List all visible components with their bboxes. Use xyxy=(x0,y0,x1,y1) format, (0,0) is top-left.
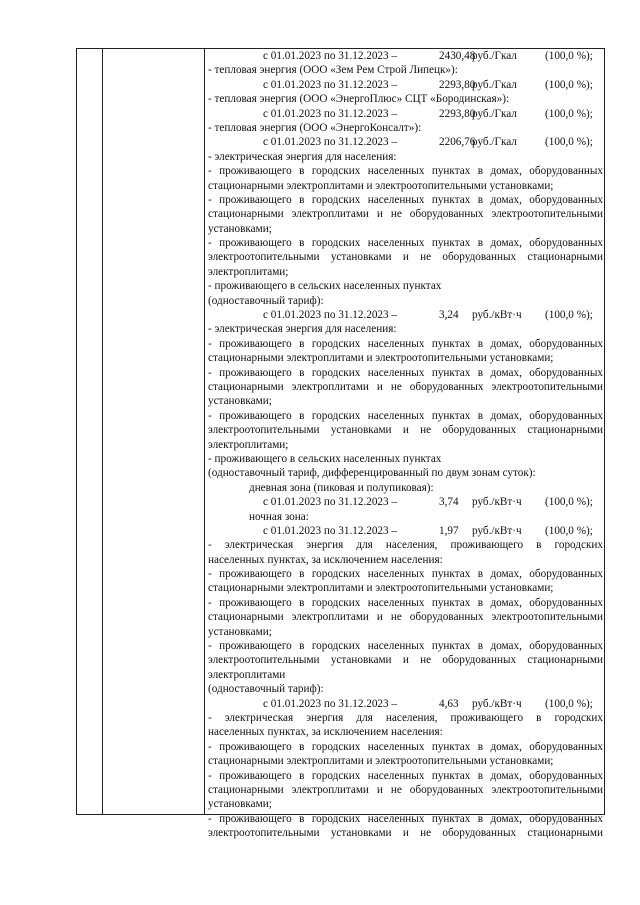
text-line: - проживающего в городских населенных пунктах в домах, оборудованных xyxy=(208,237,603,250)
text-line: - проживающего в городских населенных пунктах в домах, оборудованных xyxy=(208,409,603,422)
rate-period: с 01.01.2023 по 31.12.2023 – xyxy=(263,107,398,120)
text-line: стационарными электроплитами и электроотопительными установками; xyxy=(208,582,554,595)
text-line: (одноставочный тариф): xyxy=(208,683,324,696)
rate-value: 2293,80 xyxy=(439,78,476,91)
rate-percent: (100,0 %); xyxy=(545,697,593,710)
rate-value: 2293,80 xyxy=(439,107,476,120)
text-line: - проживающего в сельских населенных пунктах xyxy=(208,280,442,293)
text-line: стационарными электроплитами и электроотопительными установками; xyxy=(208,755,554,768)
rate-period: с 01.01.2023 по 31.12.2023 – xyxy=(263,697,398,710)
text-line: - проживающего в городских населенных пунктах в домах, оборудованных xyxy=(208,740,603,753)
text-line: - проживающего в городских населенных пунктах в домах, оборудованных xyxy=(208,165,603,178)
tariff-rate-line xyxy=(208,495,603,509)
rate-value: 2430,48 xyxy=(439,50,476,62)
rate-percent: (100,0 %); xyxy=(545,524,593,537)
text-line: стационарными электроплитами и электроотопительными установками; xyxy=(208,179,554,192)
rate-percent: (100,0 %); xyxy=(545,136,593,149)
tariff-rate-line xyxy=(208,78,603,92)
text-line: электроплитами; xyxy=(208,265,289,278)
rate-value: 3,74 xyxy=(439,496,459,509)
text-line: стационарными электроплитами и не оборудованных электроотопительными xyxy=(208,380,603,393)
tariff-rate-line xyxy=(208,308,603,322)
text-line: - электрическая энергия для населения, проживающего в городских xyxy=(208,539,603,552)
text-line: установками; xyxy=(208,395,272,408)
text-line: - проживающего в городских населенных пунктах в домах, оборудованных xyxy=(208,337,603,350)
rate-period: с 01.01.2023 по 31.12.2023 – xyxy=(263,136,398,149)
tariff-table xyxy=(76,48,605,840)
column-divider-1 xyxy=(102,49,103,814)
text-line: электроотопительными установками и не оборудованных стационарными xyxy=(208,424,603,437)
rate-unit: руб./кВт·ч xyxy=(472,524,522,537)
text-line: электроплитами xyxy=(208,668,286,681)
text-line: - проживающего в городских населенных пунктах в домах, оборудованных xyxy=(208,568,603,581)
text-line: - проживающего в городских населенных пунктах в домах, оборудованных xyxy=(208,366,603,379)
text-line: населенных пунктах, за исключением населения: xyxy=(208,726,443,739)
text-line: электроотопительными установками и не оборудованных стационарными xyxy=(208,654,603,667)
text-line: электроотопительными установками и не оборудованных стационарными xyxy=(208,827,603,840)
rate-value: 3,24 xyxy=(439,309,459,322)
zone-label: ночная зона: xyxy=(249,510,309,523)
tariff-rate-line xyxy=(208,135,603,149)
text-line: - электрическая энергия для населения, проживающего в городских xyxy=(208,711,603,724)
rate-period: с 01.01.2023 по 31.12.2023 – xyxy=(263,309,398,322)
text-line: электроотопительными установками и не оборудованных стационарными xyxy=(208,251,603,264)
rate-unit: руб./кВт·ч xyxy=(472,309,522,322)
text-line: стационарными электроплитами и не оборудованных электроотопительными xyxy=(208,783,603,796)
text-line: (одноставочный тариф, дифференцированный по двум зонам суток): xyxy=(208,467,536,480)
rate-value: 1,97 xyxy=(439,524,459,537)
text-line: - проживающего в городских населенных пунктах в домах, оборудованных xyxy=(208,769,603,782)
zone-label: дневная зона (пиковая и полупиковая): xyxy=(249,481,434,494)
rate-percent: (100,0 %); xyxy=(545,50,593,62)
rate-unit: руб./Гкал xyxy=(472,50,517,62)
text-line: электроплитами; xyxy=(208,438,289,451)
rate-period: с 01.01.2023 по 31.12.2023 – xyxy=(263,524,398,537)
rate-period: с 01.01.2023 по 31.12.2023 – xyxy=(263,50,398,62)
text-line: - проживающего в городских населенных пунктах в домах, оборудованных xyxy=(208,640,603,653)
rate-unit: руб./Гкал xyxy=(472,78,517,91)
text-line: - электрическая энергия для населения: xyxy=(208,150,397,163)
tariff-rate-line xyxy=(208,524,603,538)
text-line: (одноставочный тариф): xyxy=(208,294,324,307)
rate-unit: руб./Гкал xyxy=(472,136,517,149)
text-line: установками; xyxy=(208,798,272,811)
text-line: - электрическая энергия для населения: xyxy=(208,323,397,336)
text-line: - проживающего в городских населенных пунктах в домах, оборудованных xyxy=(208,193,603,206)
rate-unit: руб./кВт·ч xyxy=(472,697,522,710)
text-line: стационарными электроплитами и не оборудованных электроотопительными xyxy=(208,208,603,221)
rate-percent: (100,0 %); xyxy=(545,496,593,509)
rate-percent: (100,0 %); xyxy=(545,107,593,120)
text-line: - проживающего в городских населенных пунктах в домах, оборудованных xyxy=(208,812,603,825)
rate-value: 4,63 xyxy=(439,697,459,710)
rate-percent: (100,0 %); xyxy=(545,309,593,322)
text-line: - тепловая энергия (ООО «Зем Рем Строй Липецк»): xyxy=(208,64,458,77)
text-line: населенных пунктах, за исключением населения: xyxy=(208,553,443,566)
rate-period: с 01.01.2023 по 31.12.2023 – xyxy=(263,496,398,509)
text-line: - проживающего в сельских населенных пунктах xyxy=(208,452,442,465)
text-line: установками; xyxy=(208,222,272,235)
tariff-rate-line xyxy=(208,49,603,63)
tariff-rate-line xyxy=(208,107,603,121)
rate-value: 2206,76 xyxy=(439,136,476,149)
text-line: - тепловая энергия (ООО «ЭнергоКонсалт»): xyxy=(208,121,422,134)
text-line: - тепловая энергия (ООО «ЭнергоПлюс» СЦТ «Бородинская»): xyxy=(208,93,510,106)
text-line: установками; xyxy=(208,625,272,638)
text-line: стационарными электроплитами и не оборудованных электроотопительными xyxy=(208,611,603,624)
column-divider-2 xyxy=(204,49,205,814)
rate-period: с 01.01.2023 по 31.12.2023 – xyxy=(263,78,398,91)
text-line: - проживающего в городских населенных пунктах в домах, оборудованных xyxy=(208,596,603,609)
rate-unit: руб./Гкал xyxy=(472,107,517,120)
rate-percent: (100,0 %); xyxy=(545,78,593,91)
tariff-text-cell xyxy=(208,49,603,840)
rate-unit: руб./кВт·ч xyxy=(472,496,522,509)
tariff-rate-line xyxy=(208,697,603,711)
text-line: стационарными электроплитами и электроотопительными установками; xyxy=(208,352,554,365)
